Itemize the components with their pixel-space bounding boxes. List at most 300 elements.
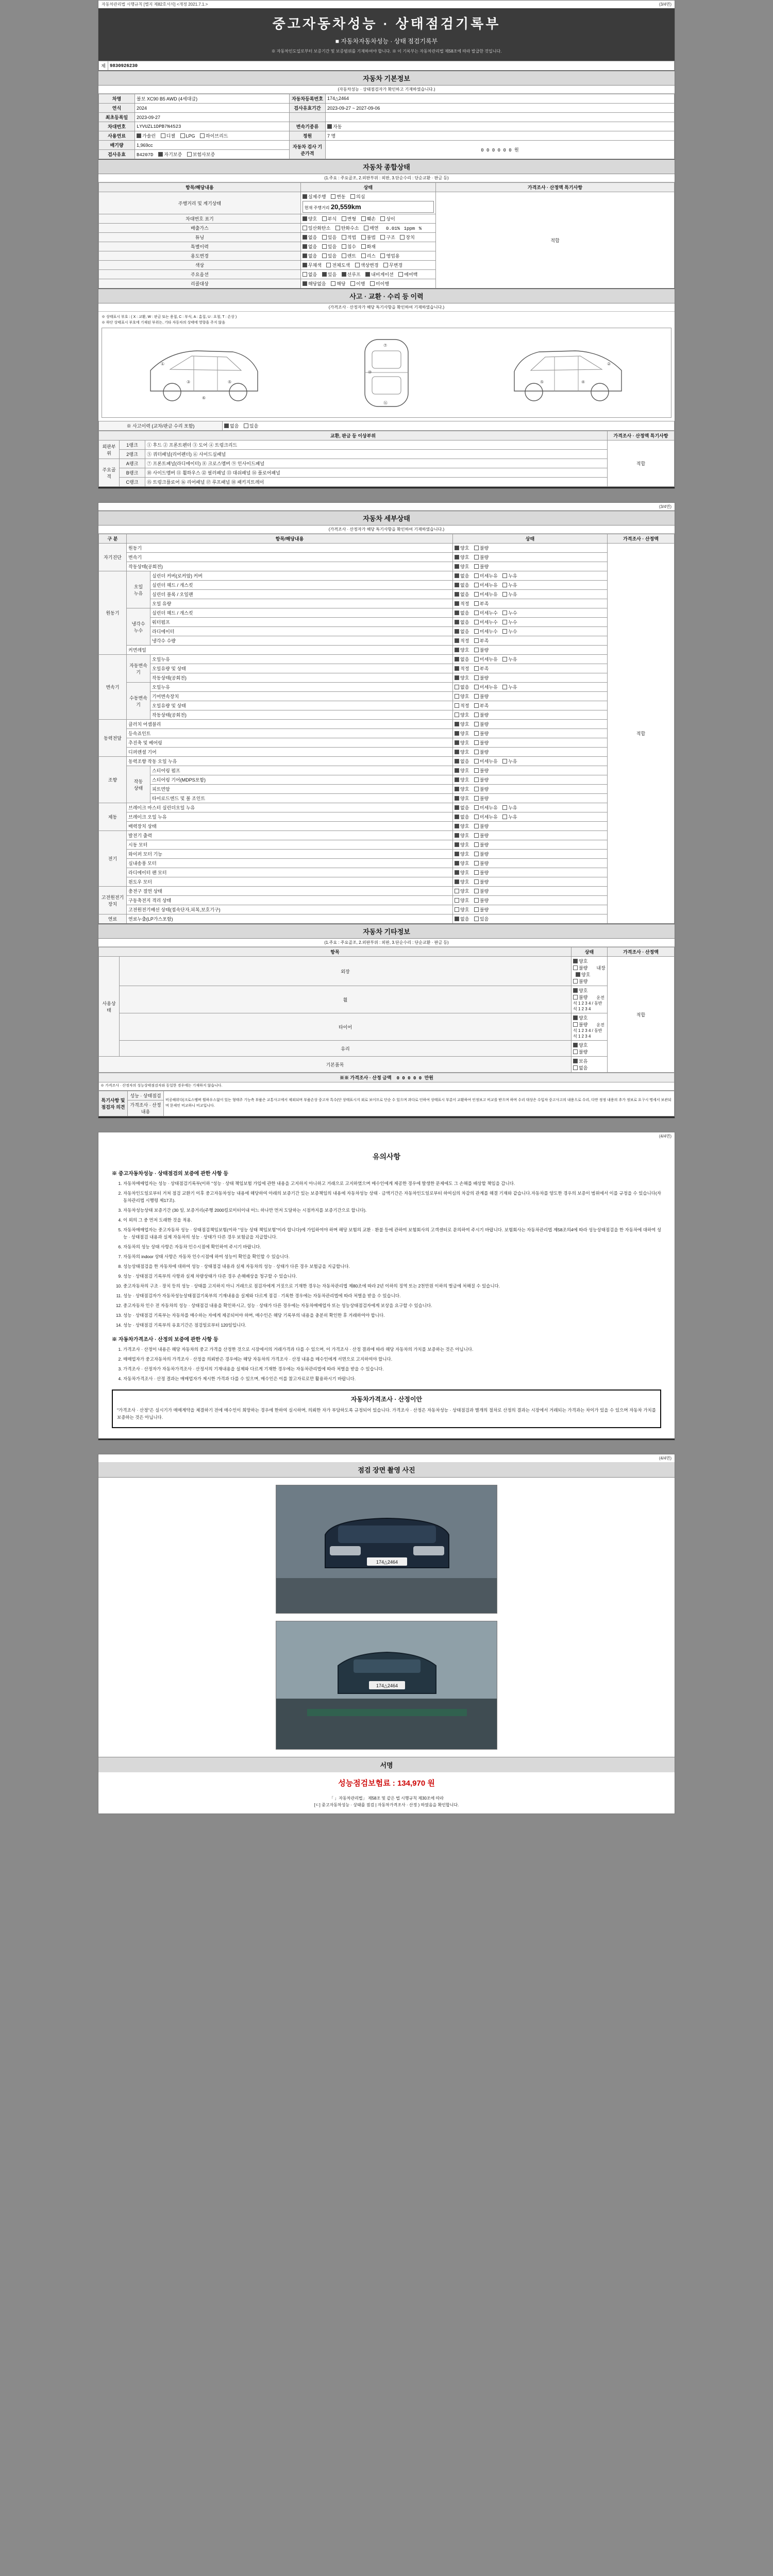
hv-battery-bad[interactable]: 불량 [474,897,489,904]
basic-value-0: 볼보 XC90 B5 AWD (4세대급) [135,94,290,104]
mt-oilqty-low[interactable]: 부족 [474,702,489,709]
propshaft-good[interactable]: 양호 [455,739,469,746]
engine-head-none[interactable]: 없음 [455,582,469,588]
detail-group-3: 동력전달 [99,720,127,757]
booster-good[interactable]: 양호 [455,823,469,829]
notice-section [98,1140,675,1438]
detail-item-2-4: 기어변속장치 [150,692,453,701]
detail-item-1-4: 실린더 헤드 / 개스킷 [150,608,453,618]
detail-state-3-3 [453,748,608,757]
footer-line-1: 「 」자동차관리법」 제58조 및 같은 법 시행규칙 제30조에 따라 [329,1795,444,1801]
basic-info-title: 자동차 기본정보 [98,71,675,86]
detail-group-5: 제동 [99,803,127,831]
detail-group-8: 연료 [99,914,127,924]
page1-bottom-bar [98,487,675,488]
detail-item-4-2: 스티어링 기어(MDPS포함) [150,775,453,785]
basic-label2-1: 검사유효기간 [290,104,326,113]
transmission-auto[interactable]: 자동 [327,123,342,130]
detail-state-2-5 [453,701,608,710]
emission-hc[interactable]: 탄화수소 [335,225,359,231]
page2-page-no: (3/4면) [659,504,671,509]
waterpump-none[interactable]: 없음 [455,619,469,625]
coolant-qty-low[interactable]: 부족 [474,637,489,644]
tuning-none[interactable]: 없음 [303,234,317,241]
steer-leak-leak[interactable]: 누유 [502,758,517,765]
wiper-bad[interactable]: 불량 [474,851,489,857]
cvjoint-bad[interactable]: 불량 [474,730,489,737]
detail-item-5-1: 브레이크 오일 누유 [127,812,453,822]
header-subtitle: ■ 자동차자동차성능 · 상태 점검기록부 [335,38,438,45]
damage-rank-1-2: C랭크 [120,478,145,487]
detail-item-0-1: 변속기 [127,553,453,562]
damage-rank-0-1: 2랭크 [120,450,145,459]
detail-state-7-1 [453,896,608,905]
at-oilqty-ok[interactable]: 적정 [455,665,469,672]
page-title: 중고자동차성능 · 상태점검기록부 [272,16,501,31]
steer-pump-bad[interactable]: 불량 [474,767,489,774]
overall-row-label-5: 용도변경 [99,251,301,261]
detail-item-2-5: 오일유량 및 상태 [150,701,453,710]
detail-item-4-0: 동력조향 작동 오일 누유 [127,757,453,766]
alternator-good[interactable]: 양호 [455,832,469,839]
at-leak-minor[interactable]: 미세누유 [474,656,498,663]
notice-item: 2. 매매업자가 중고자동차의 가격조사 · 산정을 의뢰받은 경우에는 해당 자동차의 가격조사 · 산정 내용을 매수인에게 서면으로 고지하여야 합니다. [123,1355,661,1363]
special-flood[interactable]: 침수 [342,243,356,250]
special-none[interactable]: 없음 [303,243,317,250]
damage-hdr-0: 교환, 판금 등 이상부위 [99,431,608,440]
basic-label-1: 연식 [99,104,135,113]
option-airbag[interactable]: 에어백 [398,271,417,278]
extra-row-state-0 [572,957,608,986]
commonrail-bad[interactable]: 불량 [474,647,489,653]
insurance-fee [98,1772,675,1793]
page-4 [98,1454,675,1815]
fuel-leak-yes[interactable]: 있음 [474,916,489,922]
page1-top-note [98,1,675,8]
overall-hdr-2: 가격조사 · 산정액 특기사항 [435,183,674,192]
waterpump-minor[interactable]: 미세누수 [474,619,498,625]
selfdiag-engine-good[interactable]: 양호 [455,545,469,551]
warranty-option-0[interactable]: 자기보증 [158,151,182,158]
vin-good[interactable]: 양호 [303,215,317,222]
tierod-bad[interactable]: 불량 [474,795,489,802]
selfdiag-trans-bad[interactable]: 불량 [474,554,489,561]
overall-row-state-3 [300,233,435,242]
emission-smoke[interactable]: 매연 [364,225,378,231]
wheel-good[interactable]: 양호 [573,987,587,994]
overall-row-label-7: 주요옵션 [99,270,301,279]
special-row-label-0: 성능 · 상태점검 [128,1091,164,1100]
car-top-view-diagram [345,334,428,412]
coolant-qty-ok[interactable]: 적정 [455,637,469,644]
detail-item-4-3: 피트먼암 [150,785,453,794]
special-yes[interactable]: 있음 [322,243,337,250]
fuel-option-0[interactable]: 가솔린 [137,132,156,139]
extra-row-state-2 [572,1013,608,1041]
accident-yes[interactable]: 있음 [244,422,258,429]
window-motor-good[interactable]: 양호 [455,878,469,885]
engine-block-leak[interactable]: 누유 [502,591,517,598]
glass-good[interactable]: 양호 [573,1042,587,1048]
option-sunroof[interactable]: 선루프 [342,271,361,278]
fuel-option-1[interactable]: 디젤 [161,132,175,139]
alternator-bad[interactable]: 불량 [474,832,489,839]
basic-info-sub: (자동차성능 · 상태점검자가 확인하고 기재하였습니다.) [98,86,675,94]
mt-leak-leak[interactable]: 누유 [502,684,517,690]
mt-gear-bad[interactable]: 불량 [474,693,489,700]
tierod-good[interactable]: 양호 [455,795,469,802]
vin-diff[interactable]: 상이 [380,215,395,222]
photo-underbody-illustration [276,1621,497,1750]
pitmanarm-good[interactable]: 양호 [455,786,469,792]
brake-oil-minor[interactable]: 미세누유 [474,814,498,820]
estimate-table [98,1073,675,1091]
clutch-bad[interactable]: 불량 [474,721,489,727]
detail-item-3-1: 등속죠인트 [127,729,453,738]
mt-leak-minor[interactable]: 미세누유 [474,684,498,690]
detail-sub-steer-parts: 작동 상태 [127,766,150,803]
vin-damage[interactable]: 훼손 [361,215,376,222]
detail-state-6-3 [453,859,608,868]
coolant-head-none[interactable]: 없음 [455,609,469,616]
basic-value-2: 2023-09-27 [135,113,290,122]
photos-area [98,1478,675,1757]
page3-bottom-bar [98,1438,675,1440]
inspection-price-value: 0 0 0 0 0 0 원 [326,141,675,159]
brake-master-minor[interactable]: 미세누유 [474,804,498,811]
detail-state-4-0 [453,757,608,766]
detail-item-5-2: 배력장치 상태 [127,822,453,831]
tuning-yes[interactable]: 있음 [322,234,337,241]
at-leak-leak[interactable]: 누유 [502,656,517,663]
engine-rocker-minor[interactable]: 미세누유 [474,572,498,579]
detail-item-1-2: 실린더 블록 / 오일팬 [150,590,453,599]
detail-state-6-4 [453,868,608,877]
engine-oilqty-low[interactable]: 부족 [474,600,489,607]
accident-none[interactable]: 없음 [224,422,239,429]
detail-item-2-6: 작동상태(공회전) [150,710,453,720]
estimate-value: 0 0 0 0 0 만원 [396,1076,433,1081]
detail-item-2-1: 오일유량 및 상태 [150,664,453,673]
vin-deform[interactable]: 변형 [342,215,356,222]
radiatorfan-good[interactable]: 양호 [455,869,469,876]
detail-sub: (가격조사 · 산정자가 해당 특기사항을 확인하여 기재하였습니다.) [98,526,675,534]
basic-value2-2 [326,113,675,122]
notice-list-2 [112,1346,661,1382]
fuel-leak-none[interactable]: 없음 [455,916,469,922]
pitmanarm-bad[interactable]: 불량 [474,786,489,792]
car-diagram-box [102,328,671,418]
overall-row-state-4 [300,242,435,251]
extra-row-label-4: 기본품목 [99,1057,572,1073]
damage-text-1-2: ⑮ 트렁크플로어 ⑯ 리어패널 ⑰ 루프패널 ⑱ 패키지트레이 [145,478,608,487]
special-remarks-table [98,1091,675,1116]
diff-bad[interactable]: 불량 [474,749,489,755]
interior-good[interactable]: 양호 [576,971,590,978]
brake-master-leak[interactable]: 누유 [502,804,517,811]
overall-row-state-0 [300,192,435,214]
detail-sub-manual-trans: 수동변속기 [127,683,150,720]
notice-item: 10. 중고자동차의 구조 · 장치 등의 성능 · 상태를 고지하지 아니 거래으로 점검자에게 거짓으로 기재한 경우는 자동차관리법 제80조에 따라 2년 이하의 징역 또는 2천만원 이하의 벌금에 처해질 수 있습니다. [123,1282,661,1290]
overall-row-state-2 [300,224,435,233]
hv-wiring-bad[interactable]: 불량 [474,906,489,913]
detail-item-6-4: 라디에이터 팬 모터 [127,868,453,877]
record-no-value: 9830926230 [108,61,675,71]
wheel-positions: 운전석 1 2 3 4 / 동반석 1 2 3 4 [573,995,604,1011]
detail-item-0-2: 작동상태(공회전) [127,562,453,571]
recall-yes[interactable]: 해당 [331,280,345,287]
brake-oil-none[interactable]: 없음 [455,814,469,820]
selfdiag-trans-good[interactable]: 양호 [455,554,469,561]
recall-notdone[interactable]: 미이행 [370,280,389,287]
mt-leak-none[interactable]: 없음 [455,684,469,690]
tuning-structure[interactable]: 구조 [380,234,395,241]
diff-good[interactable]: 양호 [455,749,469,755]
overall-row-label-3: 튜닝 [99,233,301,242]
detail-state-2-0 [453,655,608,664]
detail-item-3-0: 클러치 어셈블리 [127,720,453,729]
wiper-good[interactable]: 양호 [455,851,469,857]
special-remarks-label: 특기사항 및 점검자 의견 [99,1091,128,1116]
engine-head-minor[interactable]: 미세누유 [474,582,498,588]
estimate-title-text: ※※ 가격조사 · 산정 금액 [340,1075,392,1080]
interior-bad[interactable]: 불량 [573,978,587,985]
detail-state-3-0 [453,720,608,729]
detail-state-4-4 [453,794,608,803]
mileage-actual[interactable]: 실제주행 [303,193,326,200]
commonrail-good[interactable]: 양호 [455,647,469,653]
detail-item-4-4: 타이로드엔드 및 볼 조인트 [150,794,453,803]
starter-good[interactable]: 양호 [455,841,469,848]
accident-history-options [223,421,675,431]
basic-label2-3: 변속기종류 [290,122,326,131]
radiatorfan-bad[interactable]: 불량 [474,869,489,876]
mt-oilqty-ok[interactable]: 적정 [455,702,469,709]
at-leak-none[interactable]: 없음 [455,656,469,663]
blower-good[interactable]: 양호 [455,860,469,867]
clutch-good[interactable]: 양호 [455,721,469,727]
usechange-yes[interactable]: 있음 [322,252,337,259]
mileage-changed[interactable]: 변동 [331,193,345,200]
coolant-head-minor[interactable]: 미세누수 [474,609,498,616]
emission-co[interactable]: 일산화탄소 [303,225,330,231]
detail-state-6-2 [453,850,608,859]
hv-wiring-good[interactable]: 양호 [455,906,469,913]
detail-state-0-0 [453,544,608,553]
accident-history-table [98,421,675,431]
damage-text-1-1: ⑩ 사이드멤버 ⑪ 휠하우스 ⑫ 필러패널 ⑬ 대쉬패널 ⑭ 플로어패널 [145,468,608,478]
starter-bad[interactable]: 불량 [474,841,489,848]
propshaft-bad[interactable]: 불량 [474,739,489,746]
fuel-options [135,131,290,141]
basic-items-none[interactable]: 없음 [573,1064,587,1071]
damage-parts-table [98,431,675,487]
basic-label-3: 차대번호 [99,122,135,131]
steer-gear-bad[interactable]: 불량 [474,776,489,783]
detail-state-5-0 [453,803,608,812]
steer-leak-none[interactable]: 없음 [455,758,469,765]
notice-item: 6. 자동차의 성능 상태 사항은 자동차 인수시점에 확인하여 주시기 바랍니다. [123,1243,661,1250]
exterior-good[interactable]: 양호 [573,958,587,964]
engine-oilqty-ok[interactable]: 적정 [455,600,469,607]
detail-item-3-2: 추진축 및 베어링 [127,738,453,748]
notice-list-1 [112,1180,661,1329]
at-idle-good[interactable]: 양호 [455,674,469,681]
extra-group-label: 사용상태 [99,957,120,1057]
detail-item-8-0: 연료누출(LP가스포함) [127,914,453,924]
tire-good[interactable]: 양호 [573,1014,587,1021]
usechange-commercial[interactable]: 영업용 [380,252,399,259]
extra-row-label-3: 유리 [120,1041,572,1057]
tuning-device[interactable]: 장치 [400,234,414,241]
extra-info-table [98,947,675,1073]
svg-text:⑤: ⑤ [228,379,232,384]
engine-head-leak[interactable]: 누유 [502,582,517,588]
notice-item: 5. 자동차매매업자는 중고자동차 성능 · 상태점검책임보험(이하 "성능 상태 책임보험"이라 합니다)에 가입하여야 하며 해당 보험의 교환 · 환불 등에 관하여 보험회사의 고객센터로 문의하여 주시기 바랍니다. 보험회사는 자동차관리법 제58조의4에 따라 성능상태점검을 한 자동차에 대하여 성능 · 상태점검 내용과 실제 자동차의 성능 · 상태가 다른 경우 보험금을 지급합니다. [123,1226,661,1241]
detail-item-6-2: 와이퍼 모터 기능 [127,850,453,859]
extra-row-label-2: 타이어 [120,1013,572,1041]
svg-text:⑤: ⑤ [540,379,544,384]
basic-label2-0: 자동차등록번호 [290,94,326,104]
color-full-paint[interactable]: 전체도색 [326,262,350,268]
brake-oil-leak[interactable]: 누유 [502,814,517,820]
detail-item-7-2: 고전원전기배선 상태(접속단자,피복,보호기구) [127,905,453,914]
mt-idle-good[interactable]: 양호 [455,711,469,718]
mt-idle-bad[interactable]: 불량 [474,711,489,718]
fuel-option-3[interactable]: 하이브리드 [200,132,228,139]
usechange-lease[interactable]: 리스 [361,252,376,259]
cvjoint-good[interactable]: 양호 [455,730,469,737]
engine-rocker-none[interactable]: 없음 [455,572,469,579]
detail-state-1-2 [453,590,608,599]
engine-rocker-leak[interactable]: 누유 [502,572,517,579]
detail-state-3-1 [453,729,608,738]
record-no-label: 제 [99,61,108,71]
blower-bad[interactable]: 불량 [474,860,489,867]
notice-item: 11. 성능 · 상태점검자가 자동차성능상태점검기록부의 기재내용을 실제와 다르게 점검 · 기록한 경우에는 자동차관리법에 따라 처벌을 받을 수 있습니다. [123,1292,661,1299]
photo-front [276,1485,497,1614]
warranty-option-1[interactable]: 보험사보증 [187,151,215,158]
mileage-current-label: 현재 주행거리 [304,206,330,210]
special-fire[interactable]: 화재 [361,243,376,250]
radiator-leak[interactable]: 누수 [502,628,517,635]
glass-bad[interactable]: 불량 [573,1048,587,1055]
selfdiag-idle-bad[interactable]: 불량 [474,563,489,570]
notice-sec2-title: ※ 자동차가격조사 · 산정의 보증에 관한 사항 등 [112,1336,219,1343]
detail-state-2-3 [453,683,608,692]
damage-rank-1-1: B랭크 [120,468,145,478]
basic-value-1: 2024 [135,104,290,113]
hv-battery-good[interactable]: 양호 [455,897,469,904]
detail-state-6-5 [453,877,608,887]
extra-hdr-0: 항목 [99,947,572,957]
option-yes[interactable]: 있음 [322,271,337,278]
wheel-bad[interactable]: 불량 [573,994,587,1001]
steer-leak-minor[interactable]: 미세누유 [474,758,498,765]
recall-na[interactable]: 해당없음 [303,280,326,287]
detail-state-1-4 [453,608,608,618]
notice-item: 3. 자동차성능상태 보증기간 (30 일, 보증거리(주행 2000킬로미터이내 어느 하나만 먼저 도달하는 시점까지를 보증기간으로 합니다). [123,1207,661,1214]
overall-title: 자동차 종합상태 [98,159,675,174]
color-unchanged[interactable]: 무변경 [383,262,402,268]
basic-label-5: 배기량 [99,141,135,150]
steer-pump-good[interactable]: 양호 [455,767,469,774]
detail-item-2-2: 작동상태(공회전) [150,673,453,683]
color-achromatic[interactable]: 무채색 [303,262,322,268]
accident-sub: (가격조사 · 산정자가 해당 특기사항을 확인하여 기재하였습니다.) [98,303,675,312]
exterior-bad[interactable]: 불량 [573,964,587,971]
overall-row-state-7 [300,270,435,279]
notice-item: 9. 성능 · 상태점검 기록부의 사항과 실제 차량상태가 다른 경우 손해배상을 청구할 수 있습니다. [123,1273,661,1280]
window-motor-bad[interactable]: 불량 [474,878,489,885]
detail-state-0-1 [453,553,608,562]
engine-block-none[interactable]: 없음 [455,591,469,598]
option-navigation[interactable]: 내비게이션 [365,271,393,278]
basic-value2-1: 2023-09-27 ~ 2027-09-06 [326,104,675,113]
mileage-suspect[interactable]: 의심 [350,193,365,200]
vin-corrosion[interactable]: 부식 [322,215,337,222]
mt-gear-good[interactable]: 양호 [455,693,469,700]
waterpump-leak[interactable]: 누수 [502,619,517,625]
basic-items-have[interactable]: 보유 [573,1058,587,1064]
detail-title: 자동차 세부상태 [98,511,675,526]
page1-page-no: (3/4면) [659,2,671,7]
steer-gear-good[interactable]: 양호 [455,776,469,783]
detail-hdr-3: 가격조사 · 산정액 [608,534,675,544]
detail-state-4-3 [453,785,608,794]
damage-group-1: 주요골격 [99,459,120,487]
hv-charge-bad[interactable]: 불량 [474,888,489,894]
tuning-illegal[interactable]: 불법 [361,234,376,241]
selfdiag-idle-good[interactable]: 양호 [455,563,469,570]
tire-bad[interactable]: 불량 [573,1021,587,1028]
basic-value2-4: 7 명 [326,131,675,141]
usechange-none[interactable]: 없음 [303,252,317,259]
recall-done[interactable]: 이행 [350,280,365,287]
brake-master-none[interactable]: 없음 [455,804,469,811]
coolant-head-leak[interactable]: 누수 [502,609,517,616]
basic-label-2: 최초등록일 [99,113,135,122]
selfdiag-engine-bad[interactable]: 불량 [474,545,489,551]
radiator-none[interactable]: 없음 [455,628,469,635]
at-idle-bad[interactable]: 불량 [474,674,489,681]
notice-item: 4. 이 외의 그 중 먼저 도래한 것을 적용. [123,1216,661,1224]
at-oilqty-low[interactable]: 부족 [474,665,489,672]
fuel-option-2[interactable]: LPG [180,133,195,139]
basic-info-table [98,94,675,159]
overall-sub: (1.주요 : 주요골조, 2.외판부위 : 외판, 3.단순수리 : 단순교환 · 판금 등) [98,174,675,182]
tuning-legal[interactable]: 적법 [342,234,356,241]
engine-block-minor[interactable]: 미세누유 [474,591,498,598]
page3-page-no: (4/4면) [659,1133,671,1139]
damage-text-1-0: ⑦ 프론트패널(라디에이터) ⑧ 크로스멤버 ⑨ 인사이드패널 [145,459,608,468]
detail-item-3-3: 디퍼렌셜 기어 [127,748,453,757]
detail-state-1-1 [453,581,608,590]
inspection-price-label: 자동차 검사 기준가격 [290,141,326,159]
svg-text:⑩: ⑩ [368,369,372,375]
color-changed[interactable]: 색상변경 [355,262,379,268]
hv-charge-good[interactable]: 양호 [455,888,469,894]
detail-state-2-2 [453,673,608,683]
option-none[interactable]: 없음 [303,271,317,278]
detail-state-1-3 [453,599,608,608]
usechange-rent[interactable]: 렌트 [342,252,356,259]
overall-row-label-8: 리콜대상 [99,279,301,289]
detail-item-5-0: 브레이크 마스터 실린더오일 누유 [127,803,453,812]
extra-row-label-0: 외장 [120,957,572,986]
booster-bad[interactable]: 불량 [474,823,489,829]
radiator-minor[interactable]: 미세누수 [474,628,498,635]
